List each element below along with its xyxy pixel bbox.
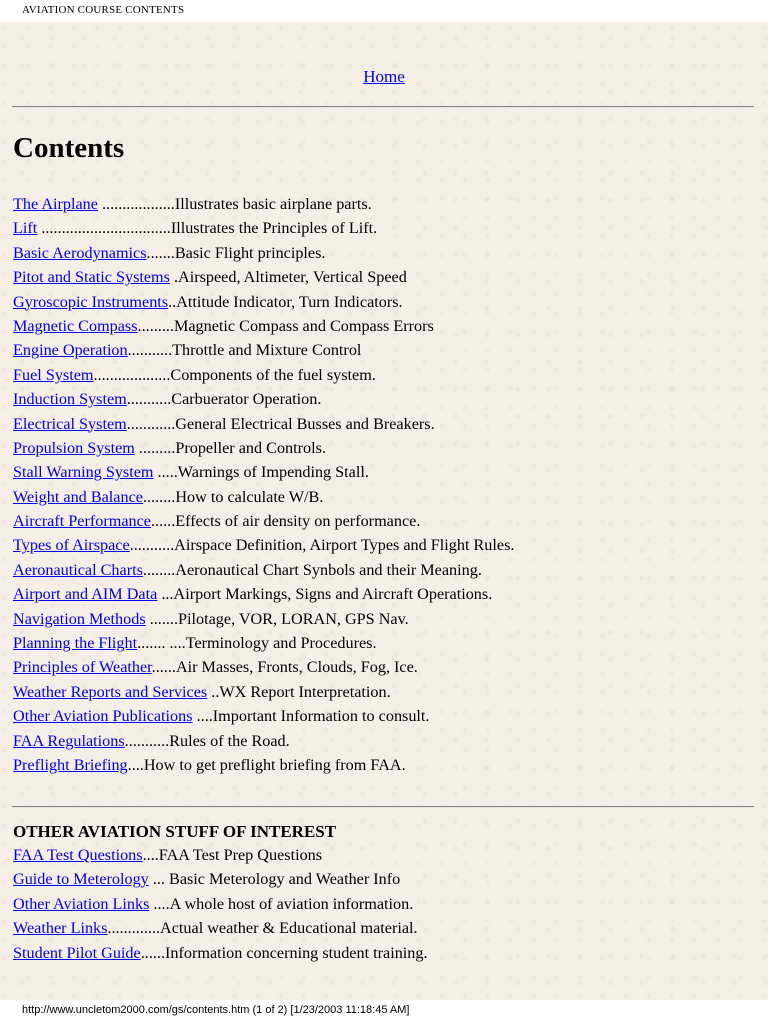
contents-item (13, 655, 753, 679)
contents-item-link[interactable]: Electrical System (13, 414, 127, 433)
contents-item (13, 533, 753, 557)
other-item (13, 941, 753, 965)
contents-item (13, 192, 753, 216)
contents-item (13, 412, 753, 436)
home-nav (0, 67, 768, 87)
contents-item (13, 582, 753, 606)
contents-item-description: ....How to get preflight briefing from FAA. (127, 755, 406, 774)
contents-item-link[interactable]: Navigation Methods (13, 609, 146, 628)
contents-item-description: ...........Airspace Definition, Airport Types and Flight Rules. (129, 536, 515, 555)
contents-item-link[interactable]: Engine Operation (13, 341, 128, 360)
contents-item (13, 509, 753, 533)
page-title: Contents (13, 132, 125, 164)
other-item-link[interactable]: Guide to Meterology (13, 870, 149, 889)
contents-item-link[interactable]: Planning the Flight (13, 634, 138, 653)
contents-item-link[interactable]: Lift (13, 219, 38, 238)
contents-item (13, 241, 753, 265)
page-footer-url: http://www.uncletom2000.com/gs/contents.htm (1 of 2) [1/23/2003 11:18:45 AM] (22, 1004, 410, 1016)
contents-item-description: ........How to calculate W/B. (142, 487, 324, 506)
contents-item-link[interactable]: FAA Regulations (13, 731, 125, 750)
contents-item-description: .........Propeller and Controls. (134, 438, 326, 457)
contents-item-link[interactable]: The Airplane (13, 195, 98, 213)
contents-item-description: ..WX Report Interpretation. (207, 682, 391, 701)
contents-item-link[interactable]: Types of Airspace (13, 536, 130, 555)
other-item-description: ....FAA Test Prep Questions (142, 846, 323, 864)
other-item-link[interactable]: Weather Links (13, 919, 108, 938)
contents-item-link[interactable]: Preflight Briefing (13, 755, 128, 774)
contents-item (13, 631, 753, 655)
contents-item (13, 558, 753, 582)
contents-item (13, 436, 753, 460)
contents-item-link[interactable]: Airport and AIM Data (13, 585, 158, 604)
contents-item (13, 314, 753, 338)
contents-item (13, 338, 753, 362)
contents-item-link[interactable]: Aeronautical Charts (13, 560, 143, 579)
other-item-description: .............Actual weather & Educational material. (107, 919, 418, 938)
other-item-description: ... Basic Meterology and Weather Info (148, 870, 401, 889)
contents-item-link[interactable]: Magnetic Compass (13, 316, 138, 335)
contents-item-link[interactable]: Pitot and Static Systems (13, 268, 170, 287)
other-section-title: OTHER AVIATION STUFF OF INTEREST (13, 822, 337, 841)
contents-item-link[interactable]: Other Aviation Publications (13, 707, 193, 726)
contents-item-description: ...........Rules of the Road. (124, 731, 290, 750)
other-item-link[interactable]: Student Pilot Guide (13, 943, 141, 962)
contents-item (13, 753, 753, 777)
contents-item-description: ...................Components of the fuel system. (93, 365, 376, 384)
contents-item (13, 460, 753, 484)
contents-item-link[interactable]: Weather Reports and Services (13, 682, 208, 701)
contents-list (13, 192, 753, 777)
contents-item (13, 607, 753, 631)
contents-item (13, 485, 753, 509)
contents-item-description: ..Attitude Indicator, Turn Indicators. (168, 292, 403, 311)
other-item (13, 843, 753, 867)
page (0, 22, 768, 1000)
contents-item-link[interactable]: Induction System (13, 390, 127, 409)
home-link[interactable]: Home (363, 67, 405, 86)
contents-item-description: .....Warnings of Impending Stall. (153, 463, 369, 482)
contents-item-description: ..................Illustrates basic airplane parts. (97, 195, 372, 213)
contents-item-description: .........Magnetic Compass and Compass Errors (137, 316, 434, 335)
contents-item (13, 216, 753, 240)
contents-item-link[interactable]: Fuel System (13, 365, 94, 384)
contents-item (13, 704, 753, 728)
contents-item (13, 729, 753, 753)
contents-item-link[interactable]: Aircraft Performance (13, 512, 151, 531)
contents-item-link[interactable]: Weight and Balance (13, 487, 143, 506)
contents-item-description: ....... ....Terminology and Procedures. (137, 634, 377, 653)
contents-item (13, 387, 753, 411)
contents-item-description: ......Effects of air density on performance. (150, 512, 421, 531)
contents-item-description: ................................Illustrates the Principles of Lift. (37, 219, 378, 238)
other-item-description: ....A whole host of aviation information. (149, 894, 414, 913)
contents-item-link[interactable]: Gyroscopic Instruments (13, 292, 169, 311)
contents-item-link[interactable]: Principles of Weather (13, 658, 152, 677)
bottom-divider (12, 806, 754, 808)
other-item-description: ......Information concerning student training. (140, 943, 428, 962)
other-item (13, 916, 753, 940)
other-item (13, 867, 753, 891)
document-header: AVIATION COURSE CONTENTS (22, 4, 185, 16)
contents-item-description: .Airspeed, Altimeter, Vertical Speed (169, 268, 407, 287)
contents-item-description: ......Air Masses, Fronts, Clouds, Fog, Ice. (151, 658, 418, 677)
contents-item-description: ...........Throttle and Mixture Control (127, 341, 362, 360)
contents-item-description: ....Important Information to consult. (192, 707, 430, 726)
contents-item-link[interactable]: Basic Aerodynamics (13, 243, 147, 262)
contents-item-description: ............General Electrical Busses and Breakers. (126, 414, 435, 433)
contents-item (13, 680, 753, 704)
contents-item-description: ...........Carbuerator Operation. (126, 390, 322, 409)
contents-item-link[interactable]: Propulsion System (13, 438, 135, 457)
contents-item-description: ...Airport Markings, Signs and Aircraft Operations. (157, 585, 493, 604)
contents-item-description: .......Pilotage, VOR, LORAN, GPS Nav. (145, 609, 409, 628)
contents-item (13, 290, 753, 314)
top-divider (12, 106, 754, 108)
contents-item (13, 363, 753, 387)
other-item-link[interactable]: Other Aviation Links (13, 894, 150, 913)
other-item-link[interactable]: FAA Test Questions (13, 846, 143, 864)
contents-item-description: ........Aeronautical Chart Synbols and their Meaning. (142, 560, 482, 579)
contents-item-description: .......Basic Flight principles. (146, 243, 326, 262)
contents-item-link[interactable]: Stall Warning System (13, 463, 154, 482)
other-list (13, 843, 753, 965)
contents-item (13, 265, 753, 289)
other-item (13, 892, 753, 916)
